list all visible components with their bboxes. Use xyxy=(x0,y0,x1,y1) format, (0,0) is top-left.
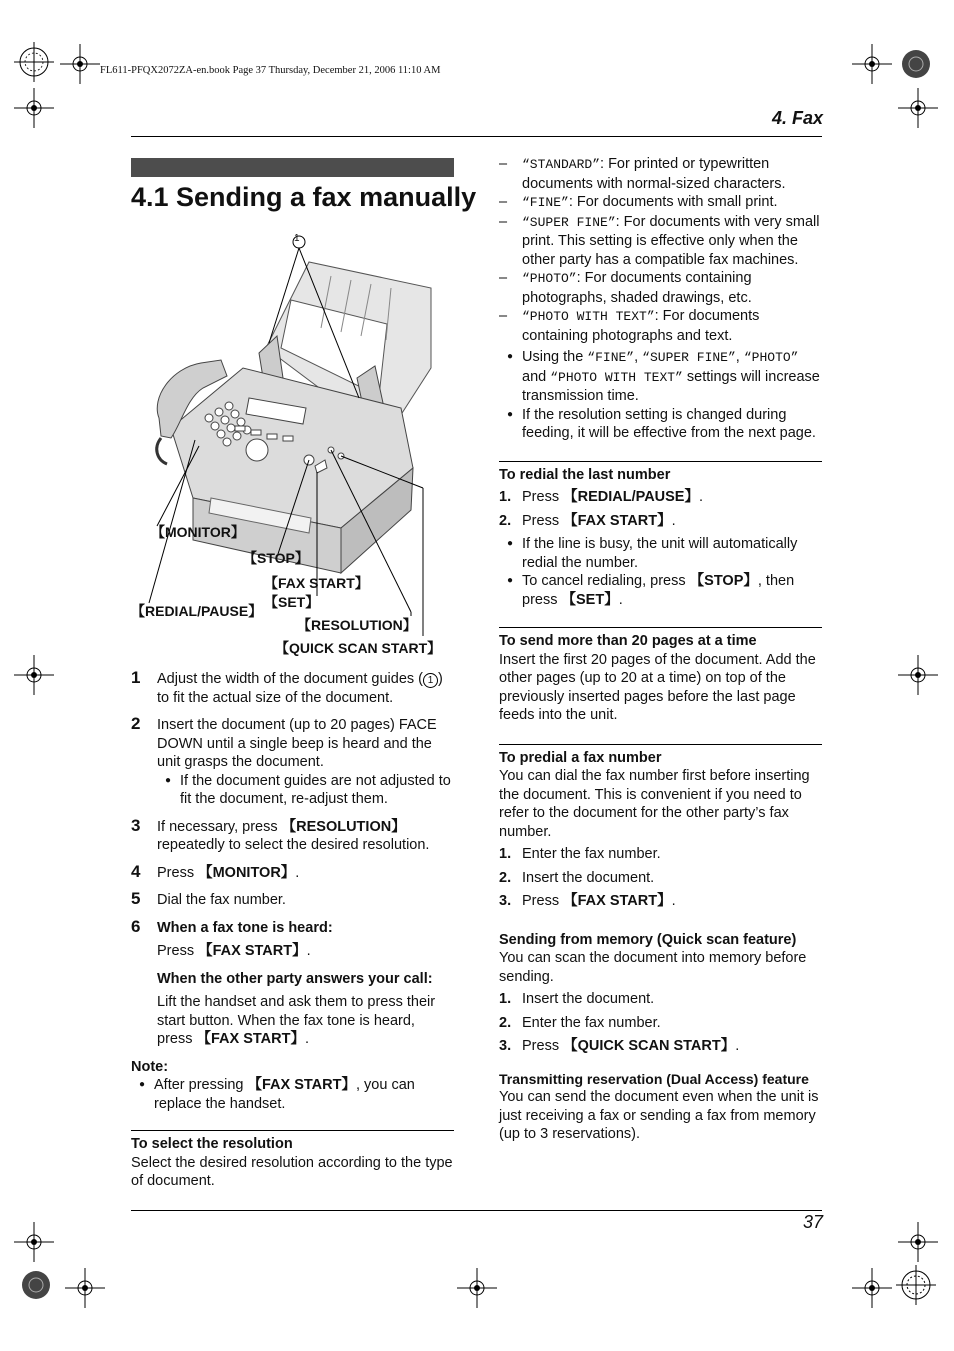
steps-column xyxy=(131,670,454,1191)
step-text: Insert the document (up to 20 pages) FACE DOWN until a single beep is heard and the unit grasps the document. xyxy=(157,717,437,770)
crosshair-mark-icon xyxy=(14,88,54,128)
predial-step: 1. Enter the fax number. xyxy=(499,846,661,862)
fax-start-key: 【FAX START】 xyxy=(196,1031,305,1047)
guide-marker: 1 xyxy=(423,673,438,688)
step-number: 2 xyxy=(131,714,141,733)
dual-access-heading: Transmitting reservation (Dual Access) feature xyxy=(499,1070,809,1087)
step-text: . xyxy=(304,1031,310,1047)
fax-machine-diagram xyxy=(131,228,454,658)
step-text: Press xyxy=(157,943,199,959)
registration-mark-bottom-left-icon xyxy=(16,1265,56,1305)
crosshair-mark-icon xyxy=(898,88,938,128)
step-number: 3 xyxy=(131,815,141,835)
resolution-note: ● Using the “FINE”, “SUPER FINE”, “PHOTO” and “PHOTO WITH TEXT” settings will increase transmission time. xyxy=(499,348,822,406)
note-label: Note: xyxy=(131,1058,169,1075)
step-text: Adjust the width of the document guides ( xyxy=(157,671,423,687)
predial-step: 3. Press 【FAX START】. xyxy=(499,893,676,909)
memory-heading: Sending from memory (Quick scan feature) xyxy=(499,931,797,948)
label-redial-pause: 【REDIAL/PAUSE】 xyxy=(131,603,263,619)
step-subhead: When the other party answers your call: xyxy=(157,970,433,987)
step-text: ) to fit the actual size of the document. xyxy=(157,671,443,706)
page-number: 37 xyxy=(802,1212,823,1232)
section-title: 4.1 Sending a fax manually xyxy=(131,182,477,212)
redial-heading: To redial the last number xyxy=(499,461,822,485)
resolution-heading: To select the resolution xyxy=(131,1130,454,1154)
resolution-note: ● If the resolution setting is changed during feeding, it will be effective from the next page. xyxy=(499,406,822,443)
crosshair-mark-icon xyxy=(60,44,100,84)
step-subhead: When a fax tone is heard: xyxy=(157,919,333,936)
step-text: . xyxy=(295,864,300,881)
step-2 xyxy=(131,716,454,809)
diagram-marker-1: 1 xyxy=(294,233,300,244)
step-1 xyxy=(131,670,454,707)
step-number: 6 xyxy=(131,916,141,936)
step-number: 1 xyxy=(131,668,141,687)
label-stop: 【STOP】 xyxy=(243,550,309,566)
crosshair-mark-icon xyxy=(898,655,938,695)
step-3 xyxy=(131,815,454,855)
label-resolution: 【RESOLUTION】 xyxy=(297,617,417,633)
memory-step: 2. Enter the fax number. xyxy=(499,1014,661,1031)
crosshair-mark-icon xyxy=(14,655,54,695)
fax-start-key: 【FAX START】 xyxy=(198,943,307,959)
predial-text: You can dial the fax number first before inserting the document. This is convenient if you need to refer to the document for the other party’s fax number. xyxy=(499,768,810,840)
more-pages-heading: To send more than 20 pages at a time xyxy=(499,627,822,651)
step-6 xyxy=(131,916,454,1049)
resolution-option: – “PHOTO”: For documents containing photographs, shaded drawings, etc. xyxy=(499,270,752,306)
crosshair-mark-icon xyxy=(898,1222,938,1262)
note-text: ● After pressing 【FAX START】, you can replace the handset. xyxy=(131,1076,454,1113)
resolution-option: – “STANDARD”: For printed or typewritten documents with normal-sized characters. xyxy=(499,156,786,192)
crosshair-mark-icon xyxy=(457,1268,497,1308)
crosshair-mark-icon xyxy=(14,1222,54,1262)
redial-note: ● To cancel redialing, press 【STOP】, then press 【SET】. xyxy=(499,572,822,609)
label-monitor: 【MONITOR】 xyxy=(151,524,245,540)
predial-step: 2. Insert the document. xyxy=(499,869,655,886)
step-bullet: ● If the document guides are not adjusted to fit the document, re-adjust them. xyxy=(157,772,454,809)
predial-heading: To predial a fax number xyxy=(499,744,822,768)
redial-step: 2. Press 【FAX START】. xyxy=(499,512,676,529)
memory-step: 3. Press 【QUICK SCAN START】. xyxy=(499,1038,740,1054)
footer-rule xyxy=(131,1210,822,1211)
registration-mark-top-right-icon xyxy=(896,44,936,84)
resolution-key: 【RESOLUTION】 xyxy=(281,818,406,835)
redial-step: 1. Press 【REDIAL/PAUSE】. xyxy=(499,489,704,505)
crosshair-mark-icon xyxy=(852,44,892,84)
step-text: Dial the fax number. xyxy=(157,892,286,908)
dual-access-text: You can send the document even when the unit is just receiving a fax or sending a fax from memory (up to 3 reservations). xyxy=(499,1089,819,1142)
crosshair-mark-icon xyxy=(852,1268,892,1308)
resolution-option: – “PHOTO WITH TEXT”: For documents containing photographs and text. xyxy=(499,308,760,344)
right-column xyxy=(499,155,822,1144)
label-quick-scan-start: 【QUICK SCAN START】 xyxy=(275,640,442,656)
header-rule xyxy=(131,136,822,137)
print-file-info: FL611-PFQX2072ZA-en.book Page 37 Thursday, December 21, 2006 11:10 AM xyxy=(100,65,441,76)
step-5 xyxy=(131,891,454,910)
step-text: If necessary, press xyxy=(157,818,282,835)
registration-mark-bottom-right-icon xyxy=(896,1265,936,1305)
more-pages-text: Insert the first 20 pages of the document. Add the other pages (up to 20 at a time) on top of the previously inserted pages before the last page feeds into the unit. xyxy=(499,651,816,723)
step-text: Press xyxy=(157,864,199,881)
redial-note: ● If the line is busy, the unit will automatically redial the number. xyxy=(499,535,822,572)
monitor-key: 【MONITOR】 xyxy=(198,864,296,881)
step-4 xyxy=(131,861,454,883)
step-number: 5 xyxy=(131,889,141,908)
resolution-option: – “SUPER FINE”: For documents with very small print. This setting is effective only when the other party has a compatible fax machines. xyxy=(499,213,820,268)
section-title-bar xyxy=(131,158,454,177)
resolution-option: – “FINE”: For documents with small print. xyxy=(499,194,778,210)
step-text: . xyxy=(306,943,311,959)
crosshair-mark-icon xyxy=(65,1268,105,1308)
step-text: repeatedly to select the desired resolution. xyxy=(157,837,430,853)
chapter-title: 4. Fax xyxy=(771,108,823,128)
registration-mark-top-left-icon xyxy=(12,40,56,84)
step-text: Lift the handset and ask them to press their start button. When the fax tone is heard, press xyxy=(157,994,436,1047)
label-set: 【SET】 xyxy=(264,594,320,610)
step-number: 4 xyxy=(131,861,141,881)
label-fax-start: 【FAX START】 xyxy=(264,575,369,591)
resolution-intro: Select the desired resolution according to the type of document. xyxy=(131,1154,453,1189)
memory-text: You can scan the document into memory before sending. xyxy=(499,950,807,985)
memory-step: 1. Insert the document. xyxy=(499,991,655,1007)
